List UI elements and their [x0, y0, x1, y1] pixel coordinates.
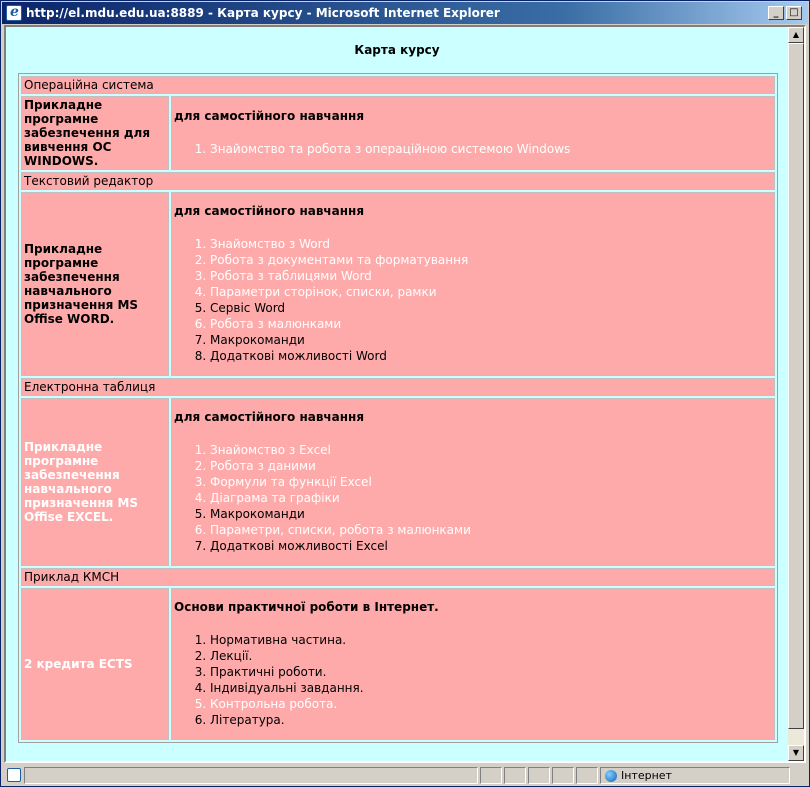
- status-cell: [528, 767, 550, 784]
- topic-link[interactable]: 1. Знайомство та робота з операційною системою Windows: [210, 141, 772, 157]
- status-cell: [480, 767, 502, 784]
- status-text-cell: [24, 767, 478, 784]
- zone-label: Інтернет: [621, 769, 672, 782]
- section-description: Прикладне програмне забезпечення навчального призначення MS Offise EXCEL.: [21, 398, 169, 566]
- topic-list: [174, 442, 772, 554]
- section-heading: для самостійного навчання: [174, 410, 365, 424]
- section-content: [171, 96, 775, 170]
- topic-item: 5. Сервіс Word: [210, 300, 772, 316]
- section-header: Текстовий редактор: [21, 172, 775, 190]
- section-content: [171, 398, 775, 566]
- scroll-down-button[interactable]: ▼: [788, 745, 804, 761]
- security-zone: [600, 767, 790, 784]
- maximize-button[interactable]: □: [786, 6, 802, 20]
- section-heading: для самостійного навчання: [174, 109, 365, 123]
- topic-link[interactable]: 1. Знайомство з Excel: [210, 442, 772, 458]
- section-content: [171, 192, 775, 376]
- title-bar[interactable]: [2, 2, 808, 24]
- section-description: Прикладне програмне забезпечення для вивчення ОС WINDOWS.: [21, 96, 169, 170]
- globe-icon: [605, 770, 617, 782]
- status-cell: [504, 767, 526, 784]
- section-header: Приклад КМСН: [21, 568, 775, 586]
- section-heading: Основи практичної роботи в Інтернет.: [174, 600, 439, 614]
- topic-link[interactable]: 2. Робота з даними: [210, 458, 772, 474]
- topic-item: 7. Макрокоманди: [210, 332, 772, 348]
- status-cell: [576, 767, 598, 784]
- topic-link[interactable]: 3. Формули та функції Excel: [210, 474, 772, 490]
- topic-list: [174, 632, 772, 728]
- vertical-scrollbar[interactable]: [788, 27, 804, 761]
- topic-list: [174, 141, 772, 157]
- topic-item: 6. Література.: [210, 712, 772, 728]
- topic-link[interactable]: 3. Робота з таблицями Word: [210, 268, 772, 284]
- topic-link[interactable]: 1. Знайомство з Word: [210, 236, 772, 252]
- ie-logo-icon: [6, 5, 22, 21]
- section-header: Електронна таблиця: [21, 378, 775, 396]
- topic-item: 5. Макрокоманди: [210, 506, 772, 522]
- minimize-button[interactable]: _: [768, 6, 784, 20]
- topic-item: 7. Додаткові можливості Excel: [210, 538, 772, 554]
- topic-item: 4. Індивідуальні завдання.: [210, 680, 772, 696]
- topic-list: [174, 236, 772, 364]
- topic-item: 3. Практичні роботи.: [210, 664, 772, 680]
- topic-link[interactable]: 6. Робота з малюнками: [210, 316, 772, 332]
- section-description: 2 кредита ECTS: [21, 588, 169, 740]
- topic-link[interactable]: 4. Параметри сторінок, списки, рамки: [210, 284, 772, 300]
- page-status-icon: [7, 768, 21, 782]
- status-cell: [552, 767, 574, 784]
- window-title: http://el.mdu.edu.ua:8889 - Карта курсу - Microsoft Internet Explorer: [26, 6, 500, 20]
- section-header: Операційна система: [21, 76, 775, 94]
- status-bar: [2, 765, 808, 786]
- section-heading: для самостійного навчання: [174, 204, 365, 218]
- scroll-up-button[interactable]: ▲: [788, 27, 804, 43]
- topic-item: 2. Лекції.: [210, 648, 772, 664]
- topic-link[interactable]: 5. Контрольна робота.: [210, 696, 772, 712]
- course-map-table: [18, 73, 778, 743]
- section-content: [171, 588, 775, 740]
- topic-item: 1. Нормативна частина.: [210, 632, 772, 648]
- page-title: Карта курсу: [354, 43, 440, 57]
- topic-item: 8. Додаткові можливості Word: [210, 348, 772, 364]
- topic-link[interactable]: 4. Діаграма та графіки: [210, 490, 772, 506]
- topic-link[interactable]: 2. Робота з документами та форматування: [210, 252, 772, 268]
- section-description: Прикладне програмне забезпечення навчального призначення MS Offise WORD.: [21, 192, 169, 376]
- topic-link[interactable]: 6. Параметри, списки, робота з малюнками: [210, 522, 772, 538]
- page-viewport: [4, 25, 806, 763]
- scroll-thumb[interactable]: [788, 43, 804, 729]
- page-content: [6, 27, 788, 761]
